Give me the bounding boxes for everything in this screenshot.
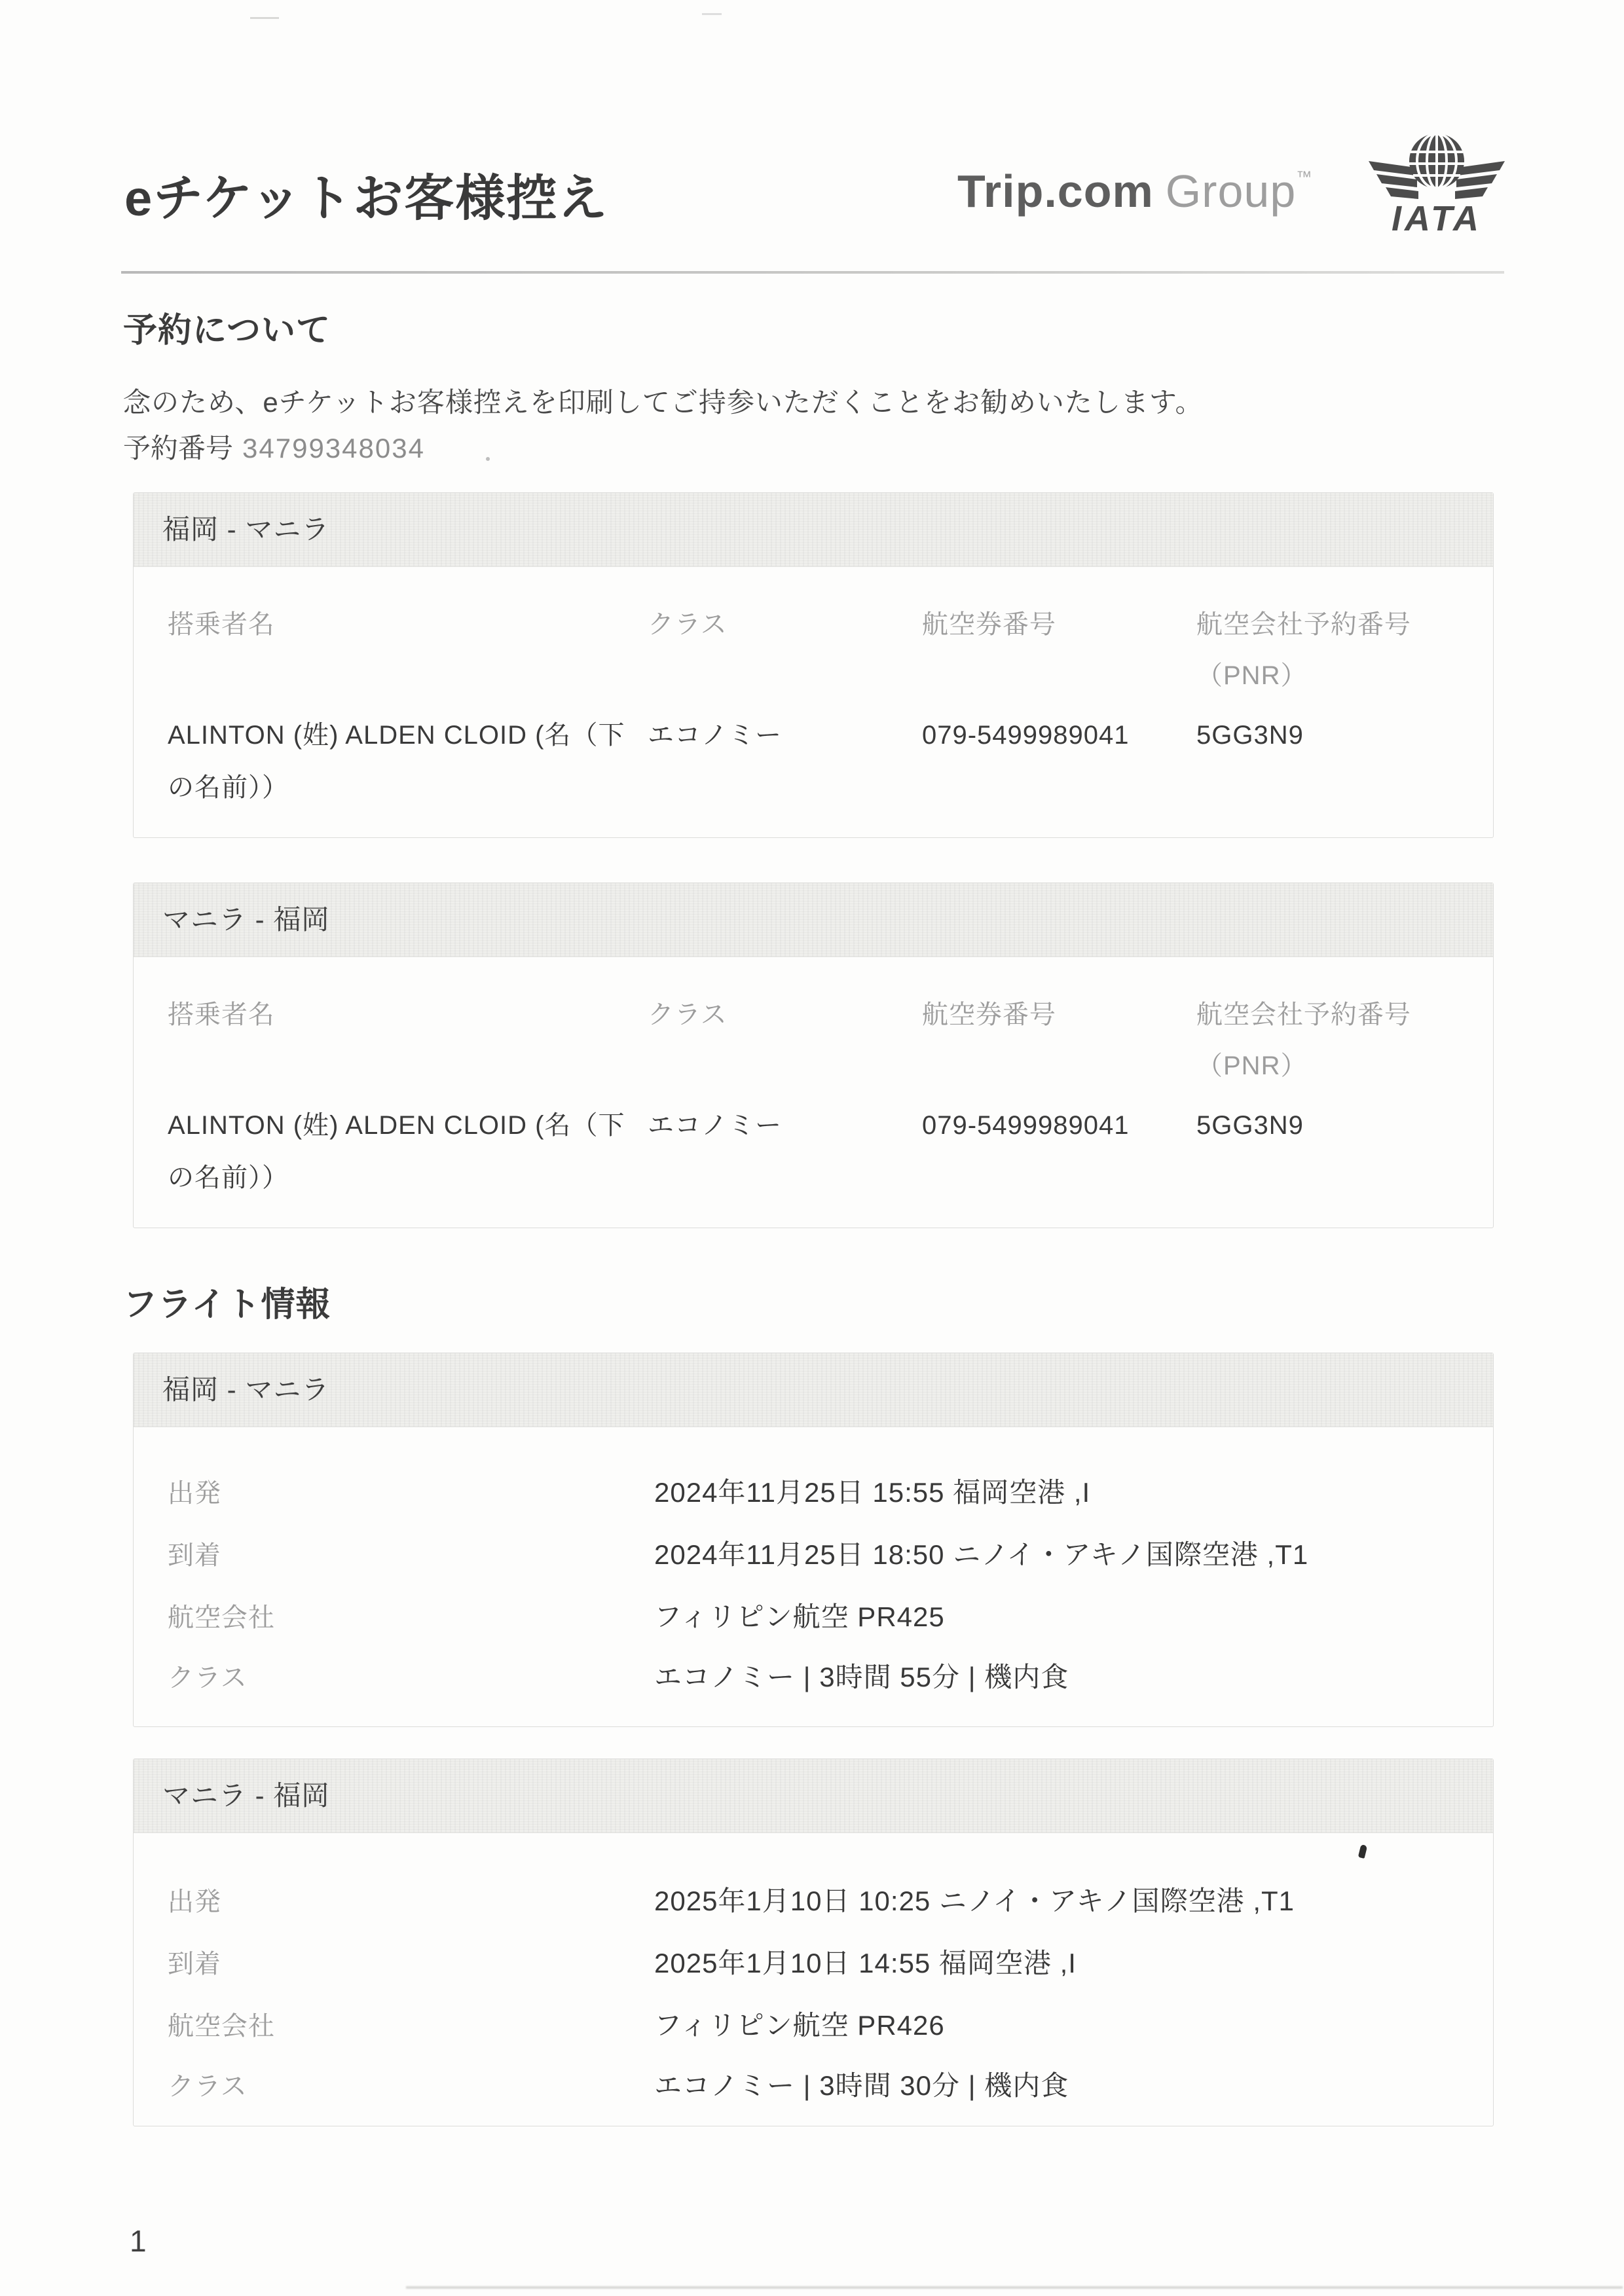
class-value: エコノミー | 3時間 30分 | 機内食 — [654, 2070, 1069, 2101]
flight-section-heading: フライト情報 — [123, 1286, 331, 1324]
route-title: マニラ - 福岡 — [162, 1780, 330, 1811]
flight-card-manila-fukuoka — [133, 1758, 1494, 2126]
card-header-band — [134, 1759, 1493, 1833]
pnr-cell: 5GG3N9 — [1196, 1111, 1304, 1140]
arrival-label: 到着 — [168, 1541, 221, 1570]
pnr-cell: 5GG3N9 — [1196, 721, 1304, 750]
column-header-passenger: 搭乗者名 — [168, 1000, 275, 1029]
arrival-value: 2025年1月10日 14:55 福岡空港 ,I — [654, 1948, 1077, 1978]
passenger-name-cell: ALINTON (姓) ALDEN CLOID (名（下の名前）） — [168, 721, 625, 802]
card-header-band — [134, 1353, 1493, 1427]
scan-speck-artifact — [486, 457, 490, 461]
group-logo-text: Group — [1165, 166, 1297, 217]
iata-logo-label: IATA — [1392, 199, 1482, 238]
scan-speck-artifact — [702, 13, 722, 15]
airline-label: 航空会社 — [168, 2012, 275, 2041]
class-label: クラス — [168, 1664, 248, 1692]
airline-value: フィリピン航空 PR426 — [654, 2010, 945, 2041]
card-header-band — [134, 883, 1493, 957]
class-label: クラス — [168, 2072, 248, 2101]
class-cell: エコノミー — [648, 1111, 782, 1140]
page-number: 1 — [130, 2224, 147, 2258]
trademark-symbol: ™ — [1296, 168, 1312, 186]
airline-value: フィリピン航空 PR425 — [654, 1601, 945, 1632]
header-divider — [121, 271, 1504, 274]
trip-com-group-logo — [957, 165, 1312, 217]
airline-label: 航空会社 — [168, 1603, 275, 1632]
column-header-passenger: 搭乗者名 — [168, 610, 275, 639]
arrival-label: 到着 — [168, 1950, 221, 1978]
column-header-ticket: 航空券番号 — [922, 610, 1056, 639]
page-title: eチケットお客様控え — [124, 171, 609, 227]
iata-logo-graphic — [1367, 127, 1506, 238]
passenger-card-manila-fukuoka — [133, 883, 1494, 1228]
scan-speck-artifact — [250, 17, 279, 19]
booking-section-heading: 予約について — [123, 312, 331, 350]
arrival-value: 2024年11月25日 18:50 ニノイ・アキノ国際空港 ,T1 — [654, 1539, 1309, 1570]
scan-line-artifact — [406, 2286, 1623, 2289]
passenger-name-cell: ALINTON (姓) ALDEN CLOID (名（下の名前）） — [168, 1111, 625, 1192]
departure-label: 出発 — [168, 1887, 221, 1916]
column-header-pnr: 航空会社予約番号（PNR） — [1196, 1000, 1411, 1080]
card-header-band — [134, 493, 1493, 567]
column-header-pnr: 航空会社予約番号（PNR） — [1196, 610, 1411, 690]
departure-label: 出発 — [168, 1479, 221, 1508]
column-header-ticket: 航空券番号 — [922, 1000, 1056, 1029]
route-title: 福岡 - マニラ — [162, 1374, 330, 1405]
booking-number-value: 34799348034 — [242, 433, 425, 464]
ticket-number-cell: 079-5499989041 — [922, 721, 1130, 750]
flight-card-fukuoka-manila — [133, 1353, 1494, 1727]
booking-number-line — [123, 427, 425, 466]
passenger-card-fukuoka-manila — [133, 492, 1494, 838]
iata-globe-icon — [1409, 134, 1464, 189]
departure-value: 2025年1月10日 10:25 ニノイ・アキノ国際空港 ,T1 — [654, 1886, 1295, 1916]
trip-com-logo-text: Trip.com — [957, 166, 1154, 217]
class-cell: エコノミー — [648, 721, 782, 750]
ticket-number-cell: 079-5499989041 — [922, 1111, 1130, 1140]
iata-logo — [1367, 127, 1506, 238]
route-title: 福岡 - マニラ — [162, 514, 330, 545]
booking-note: 念のため、eチケットお客様控えを印刷してご持参いただくことをお勧めいたします。 — [123, 387, 1204, 418]
booking-number-label: 予約番号 — [123, 433, 234, 464]
class-value: エコノミー | 3時間 55分 | 機内食 — [654, 1662, 1069, 1692]
column-header-class: クラス — [648, 610, 728, 639]
route-title: マニラ - 福岡 — [162, 904, 330, 935]
departure-value: 2024年11月25日 15:55 福岡空港 ,I — [654, 1477, 1091, 1508]
column-header-class: クラス — [648, 1000, 728, 1029]
